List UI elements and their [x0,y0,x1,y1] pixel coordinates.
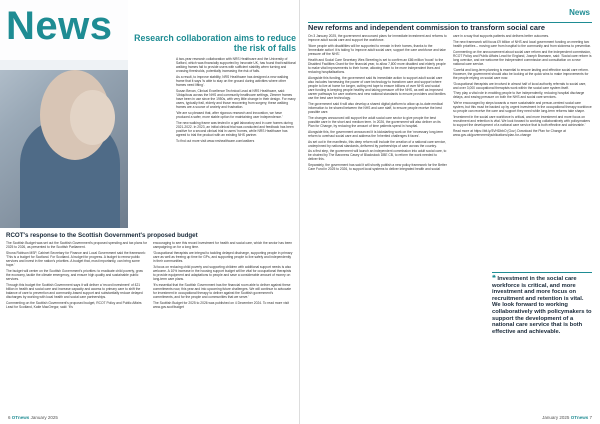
issue-date: January 2025 [30,415,58,420]
masthead-title: News [569,8,590,17]
pull-quote [492,276,592,335]
magazine-name: OTnews [11,415,30,420]
column-1: On 3 January 2025, the government announced plans for immediate investment and reforms to improve adult social care and support the workforce. 'More people with disabilities will be supported to remain in their homes, thanks to the 'immediate action' it is taking 'to improve adult social care, support the care workforce and take pressure off the NHS'. Health and Social Care Secretary Wes Streeting is set to confirm an £86 million 'boost' to the Disabled Facilities Grant for the financial year, to allow 7,800 more disabled and elderly people to make vital improvements to their home, allowing them to be more independent lives and reducing hospitalisations. Alongside this funding, the government said its immediate action to support adult social care also includes harnessing the power of care technology to transform care and support where people to live at home for longer, cutting red tape to ensure billions of over NHS and social care funding is keeping people healthy and taking pressure off the NHS, as well as improved career pathways for care workers and new national standards to ensure providers and families use the best care technology. The government said it will also develop a shared digital platform to allow up-to-date medical information to be shared between the NHS and care staff, to ensure people receive the best possible care. The changes announced will support the adult social care sector to give people the best possible care in the short and medium term. In 2026, the government will also deliver on its Plan for Change, by reducing the amount of time patients spend in hospital. Alongside this, the government announced it is kickstarting work on the 'necessary long-term reform to overhaul social care and address the 'inherited challenges it faces'. As set out in the manifesto, this deep reform will include the creation of a national care service, underpinned by national standards, delivered by partnerships of care across the country. As a first step, the government will launch an independent commission into adult social care, to be chaired by The Baroness Casey of Blackstock DBE CB, to reform the work needed to deliver this. Separately, the government has said it will shortly publish a new policy framework for the Better Care Fund in 2025 to 2026, to support local systems to deliver integrated health and social [308,34,447,172]
social-care-reform-story [308,24,592,173]
quote-rule [492,272,592,273]
magazine-name: OTnews [570,415,589,420]
column-1: The Scottish Budget was set out the Scottish Government's proposed spending and tax plans for 2025 to 2026, as presented to the Scottish Parliament. Shona Robison MSP, Cabinet Secretary for Finance and Local Government said the framework: 'This is a budget for Scotland. For Scotland. A budget for progress. A budget to renew public services and invest in the nation's priorities. A budget that, most importantly, can bring some hope.' The budget will center on the Scottish Government's priorities: to eradicate child poverty, grow the economy, tackle the climate emergency, and ensure high quality and sustainable public services. Through this budget the Scottish Government says it will deliver a 'record investment' of £21 billion in health and social care and increase capacity and access to primary care to shift the balance of care to prevention and community-based support and substantially reduce delayed discharges by working with local health and social care partnerships. Commenting on the Scottish Government's proposed budget, RCOT Policy and Public Affairs Lead for Scotland, Katie MacGregor, said: 'It's [6,241,148,309]
falls-research-story [134,34,296,145]
masthead-title: News [6,4,113,48]
column-2: care in a way that supports patients and delivers better outcomes. The new framework will focus £9 billion of NHS and local government funding on meeting two health priorities – moving care from hospital to the community and from sickness to prevention. Commenting on the announcement about social care reform and the independent commission, RCOT Policy and Public Affairs Lead for England, Joseph Bramann, said: 'Social care reform is long overdue, and we welcome the independent commission and consultation on a new national care service. 'Careful and long-term planning is essential to ensure lasting and effective social care reform. However, the government should also be looking at the quick wins to make improvements for the people relying on social care now. 'Occupational therapists are involved in almost half of local authority referrals to social care, and over 3,000 occupational therapists work within the social care system itself. 'They play a vital role in enabling people to live independently, reducing hospital discharge delays, and easing pressure on both the NHS and social care services. 'We're encouraged by steps towards a more sustainable and person-centred social care system, but this must be backed up by urgent investment in the occupational therapy workforce so people can receive the care and support they need while long-term reforms take shape. 'Investment in the social care workforce is critical, and more investment and more focus on recruitment and retention is vital. We look forward to working collaboratively with policymakers to support the development of a national care service that is both effective and achievable.' Read more at https://bit.ly/3VHDbbO (Gov.) Download the Plan for Change at www.gov.uk/government/publications/plan-for-change [453,34,592,137]
page-footer [8,415,58,420]
pull-quote-text: Investment in the social care workforce is critical, and more investment and more focus on recruitment and retention is vital. We look forward to working collaboratively with policymakers to support the development of a national care service that is both effective and achievable. [492,276,592,335]
rcot-budget-story [6,232,294,310]
story-headline: Research collaboration aims to reduce the risk of falls [134,33,296,53]
story-headline: New reforms and independent commission to transform social care [308,23,545,32]
page-number: 6 [8,415,11,420]
right-page [300,0,600,424]
story-body: A two-year research collaboration with NRS Healthcare and the University of Salford, which was financially supported by Innovate UK, has found that traditional walking frames fail to provide users with sufficient stability when turning and crossing thresholds, potentially increasing the risk of falls. As a result, to improve stability, NRS Healthcare has designed a new walking frame that it says 'is able to stay on the ground during activities where other frames need lifting'. Susan Bevan, Clinical Excellence Technical Lead at NRS Healthcare, said: 'Ubiquitous across the NHS and community healthcare settings, Zimmer frames have been in use since the 1950s, with very little change in their design. For many users, typically frail, elderly and those recovering from surgery, these walking frames are a source of anxiety and frustration. 'We are so pleased that, after rigorous research and innovation, we have produced a safer, more stable option for maintaining user independence.' The new walking frame was tested in a gait laboratory and in care homes during 2021-2022. In 2023, an initial clinical trial was conducted and feedback has been positive for a second clinical trial in users' homes, while NRS Healthcare has agreed to trial the product with an existing NHS partner. To find out more visit www.nrshealthcare.com/walkers [176,57,296,143]
quote-mark-icon: ❝ [492,275,496,282]
story-headline: RCOT's response to the Scottish Government's proposed budget [6,232,198,239]
column-2: encouraging to see this record investment for health and social care, which the sector has been campaigning on for a long time. 'Occupational therapists are integral to tackling delayed discharge, supporting people in primary care as well as freeing up time for GPs, and supporting people to live safely and independently in their communities. 'A focus on reducing child poverty and supporting children with additional support needs is also welcome. A 10% increase in the housing support budget will be vital for occupational therapists to provide equipment and adaptations to people and save a considerable amount of money on long-term care plans. 'It's essential that the Scottish Government has the financial room able to deliver against these commitments now, this year and into upcoming future challenges. We will continue to advocate for investment in occupational therapy to deliver against the Scottish government's commitments, and for the people and communities that we serve.' The Scottish Budget for 2025 to 2026 was published on 4 December 2024. To read more visit www.gov.scot/budget [153,241,293,309]
page-footer [542,415,592,420]
story-body [308,34,592,173]
issue-date: January 2025 [542,415,570,420]
story-body [6,241,294,310]
page-number: 7 [589,415,592,420]
